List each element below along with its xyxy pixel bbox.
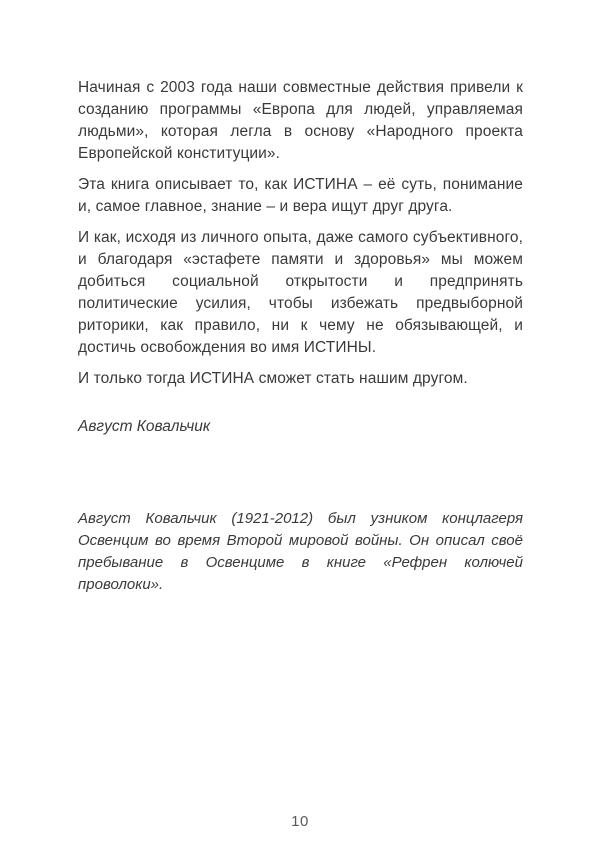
page-number: 10 <box>291 813 309 830</box>
paragraph-personal-experience: И как, исходя из личного опыта, даже самого субъективного, и благодаря «эстафете памяти и здоровья» мы можем добиться социальной открытости и предпринять политические усилия, чтобы избежать предвыборной риторики, как правило, ни к чему не обязывающей, и достичь освобождения во имя ИСТИНЫ. <box>78 229 523 356</box>
author-bio-note: Август Ковальчик (1921-2012) был узником концлагеря Освенцим во время Второй мировой войны. Он описал своё пребывание в Освенциме в книге «Рефрен колючей проволоки». <box>78 510 523 593</box>
paragraph-program-2003: Начиная с 2003 года наши совместные действия привели к созданию программы «Европа для людей, управляемая людьми», которая легла в основу «Народного проекта Европейской конституции». <box>78 79 523 162</box>
page-content <box>78 0 523 596</box>
paragraph-book-truth: Эта книга описывает то, как ИСТИНА – её суть, понимание и, самое главное, знание – и вера ищут друг друга. <box>78 176 523 215</box>
author-signature: Август Ковальчик <box>78 418 211 435</box>
paragraph-truth-friend: И только тогда ИСТИНА сможет стать нашим другом. <box>78 370 468 387</box>
